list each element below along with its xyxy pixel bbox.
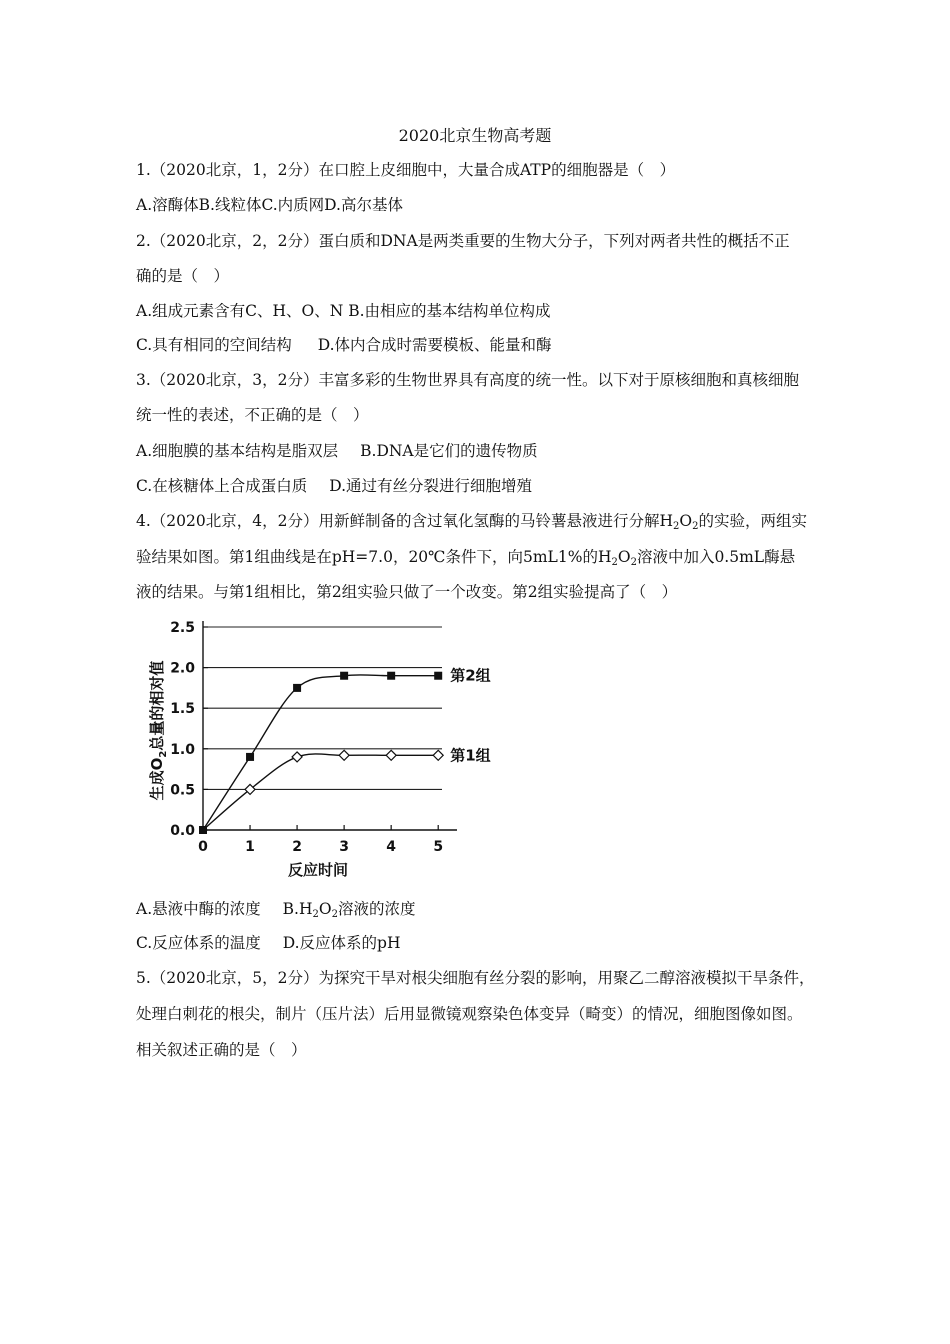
subscript-2: 2 — [611, 557, 618, 568]
q4-option-c: C.反应体系的温度 — [136, 934, 261, 952]
q2-option-d: D.体内合成时需要模板、能量和酶 — [317, 336, 552, 354]
q4-stem-line2 — [136, 547, 795, 567]
q5-stem-line3: 相关叙述正确的是（ ） — [136, 1041, 307, 1059]
y-axis-title: 生成$O_2$总量的相对值 — [148, 660, 169, 801]
data-point-square — [434, 672, 442, 680]
q4-stem-line1 — [136, 511, 807, 531]
data-point-square — [387, 672, 395, 680]
q3-option-a: A.细胞膜的基本结构是脂双层 — [136, 442, 339, 460]
q1-stem: 1.（2020北京，1，2分）在口腔上皮细胞中，大量合成ATP的细胞器是（ ） — [136, 161, 676, 179]
q4-line1-part-b: O — [679, 512, 693, 530]
y-tick-label: 2.5 — [170, 620, 195, 636]
oxygen-production-chart — [140, 612, 491, 880]
data-point-square — [340, 672, 348, 680]
subscript-2: 2 — [692, 521, 699, 532]
q4-line2-part-b: O — [617, 548, 631, 566]
q2-options-line2 — [136, 335, 552, 355]
q4-line2-part-c: 溶液中加入0.5mL酶悬 — [636, 548, 796, 566]
y-tick-label: 0.0 — [170, 823, 195, 839]
data-point-diamond — [292, 752, 302, 762]
q5-stem-line2: 处理白刺花的根尖，制片（压片法）后用显微镜观察染色体变异（畸变）的情况，细胞图像如图。 — [136, 1005, 803, 1023]
q4-options-line2 — [136, 933, 401, 953]
series-line-1 — [203, 675, 438, 830]
x-tick-label: 2 — [292, 839, 302, 855]
data-point-diamond — [433, 750, 443, 760]
q2-options-line1: A.组成元素含有C、H、O、N B.由相应的基本结构单位构成 — [136, 302, 551, 320]
data-point-square — [246, 753, 254, 761]
q2-option-c: C.具有相同的空间结构 — [136, 336, 292, 354]
x-tick-label: 4 — [386, 839, 397, 855]
series-line-2 — [203, 754, 438, 830]
q4-stem-line3: 液的结果。与第1组相比，第2组实验只做了一个改变。第2组实验提高了（ ） — [136, 583, 678, 601]
q4-options-line1 — [136, 899, 415, 919]
q4-option-d: D.反应体系的pH — [282, 934, 401, 952]
q4-line1-part-c: 的实验，两组实 — [698, 512, 807, 530]
data-point-square — [293, 684, 301, 692]
q3-option-b: B.DNA是它们的遗传物质 — [360, 442, 538, 460]
subscript-2: 2 — [630, 557, 637, 568]
data-point-diamond — [386, 750, 396, 760]
y-tick-label: 0.5 — [170, 782, 195, 799]
q5-stem-line1: 5.（2020北京，5，2分）为探究干旱对根尖细胞有丝分裂的影响，用聚乙二醇溶液模拟干旱条件， — [136, 969, 815, 987]
q4-option-b: $B.H_2O_2$溶液的浓度 — [282, 900, 416, 920]
page-title: 2020北京生物高考题 — [398, 126, 552, 145]
q3-option-d: D.通过有丝分裂进行细胞增殖 — [329, 477, 533, 495]
q3-options-line1 — [136, 441, 538, 461]
data-point-origin — [199, 826, 207, 834]
q4-option-a: A.悬液中酶的浓度 — [136, 900, 261, 918]
y-tick-label: 1.0 — [170, 741, 195, 758]
q2-stem-line2: 确的是（ ） — [136, 267, 230, 285]
data-point-diamond — [339, 750, 349, 760]
q3-options-line2 — [136, 476, 532, 496]
y-tick-label: 1.5 — [170, 701, 195, 718]
q3-option-c: C.在核糖体上合成蛋白质 — [136, 477, 308, 495]
x-tick-label: 0 — [198, 839, 208, 855]
q1-options: A.溶酶体B.线粒体C.内质网D.高尔基体 — [136, 196, 403, 214]
q4-line2-part-a: 验结果如图。第1组曲线是在pH=7.0，20℃条件下，向5mL1%的H — [136, 548, 612, 566]
x-axis-title: 反应时间 — [287, 861, 349, 879]
subscript-2: 2 — [672, 521, 680, 532]
x-tick-label: 3 — [339, 839, 349, 855]
series-label-1: 第2组 — [450, 666, 491, 685]
series-label-2: 第1组 — [450, 746, 491, 765]
x-tick-label: 1 — [245, 839, 255, 855]
q3-stem-line1: 3.（2020北京，3，2分）丰富多彩的生物世界具有高度的统一性。以下对于原核细胞和真核细胞 — [136, 371, 799, 389]
q4-line1-part-a: 4.（2020北京，4，2分）用新鲜制备的含过氧化氢酶的马铃薯悬液进行分解H — [136, 512, 673, 530]
y-tick-label: 2.0 — [170, 660, 195, 677]
x-tick-label: 5 — [433, 839, 444, 855]
q2-stem-line1: 2.（2020北京，2，2分）蛋白质和DNA是两类重要的生物大分子，下列对两者共性的概括不正 — [136, 232, 790, 250]
q3-stem-line2: 统一性的表述，不正确的是（ ） — [136, 406, 369, 424]
